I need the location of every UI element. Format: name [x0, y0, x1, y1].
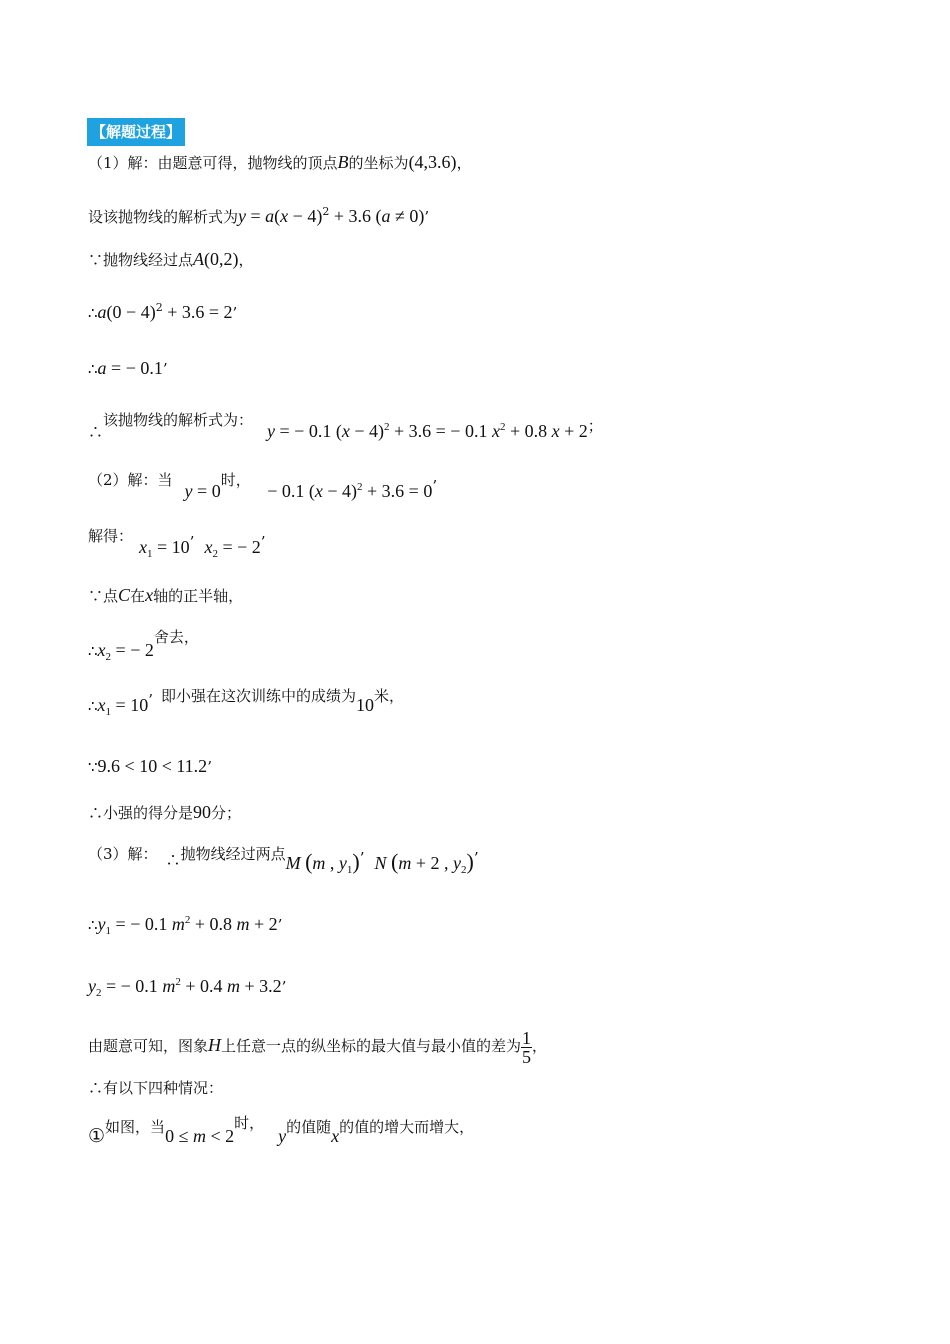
line-solutions: 解得：$x_1 = 10$’ $x_2$ = − 2’	[88, 527, 266, 560]
line-four-cases: ∴有以下四种情况：	[88, 1079, 224, 1097]
fraction-one-fifth: $\frac{1}{5}$	[522, 1027, 532, 1067]
line-difference-condition: 由题意可知，图象H上任意一点的纵坐标的最大值与最小值的差为 $\frac{1}{5}$ ，	[88, 1027, 548, 1067]
line-substitute: ∴a(0 − 4)$^2$ + 3.6 = 2’	[88, 301, 238, 322]
line-setup-equation: 设该抛物线的解析式为$y = a(x - 4)^2 + 3.6$ (a ≠ 0)’	[88, 205, 430, 226]
line-passes-point-a: ∵抛物线经过点A(0,2)，	[88, 249, 254, 269]
line-part2-zero: （2）解：当y = 0时， − 0.1 $(x - 4)^2 + 3.6 = 0$’	[88, 471, 438, 501]
line-result-distance: $\therefore x_1 = 10$’ 即小强在这次训练中的成绩为10米，	[88, 687, 405, 718]
line-point-c: ∵点C在x轴的正半轴，	[88, 585, 244, 605]
line-parabola-expression: ∴该抛物线的解析式为：y = − 0.1 $(x - 4)^2 + 3.6$ = − 0.1 $x^2 + 0.8$ x + 2；	[88, 411, 603, 441]
line-discard: $\therefore x_2$ = − 2舍去，	[88, 628, 199, 663]
line-score-range: ∵9.6 < 10 < 11.2’	[88, 756, 212, 776]
line-case-1: ①如图，当0 ≤ m < 2时，y的值随x的值的增大而增大，	[88, 1114, 475, 1147]
line-a-value: ∴a = − 0.1’	[88, 358, 168, 378]
solution-process-header: 【解题过程】	[87, 118, 185, 146]
line-score: ∴小强的得分是90分；	[88, 802, 242, 822]
line-y2-expression: $y_2$ = − 0.1 $m^2 + 0.4$ m + 3.2’	[88, 976, 287, 999]
line-y1-expression: $\therefore y_1$ = − 0.1 $m^2 + 0.8$ m + 2’	[88, 914, 283, 937]
line-part3-points: （3）解： ∴抛物线经过两点M (m , $y_1$)’ N (m + 2 , $y_2$)’	[88, 845, 479, 876]
line-part1-vertex: （1）解：由题意可得，抛物线的顶点B的坐标为(4,3.6)，	[88, 152, 472, 172]
